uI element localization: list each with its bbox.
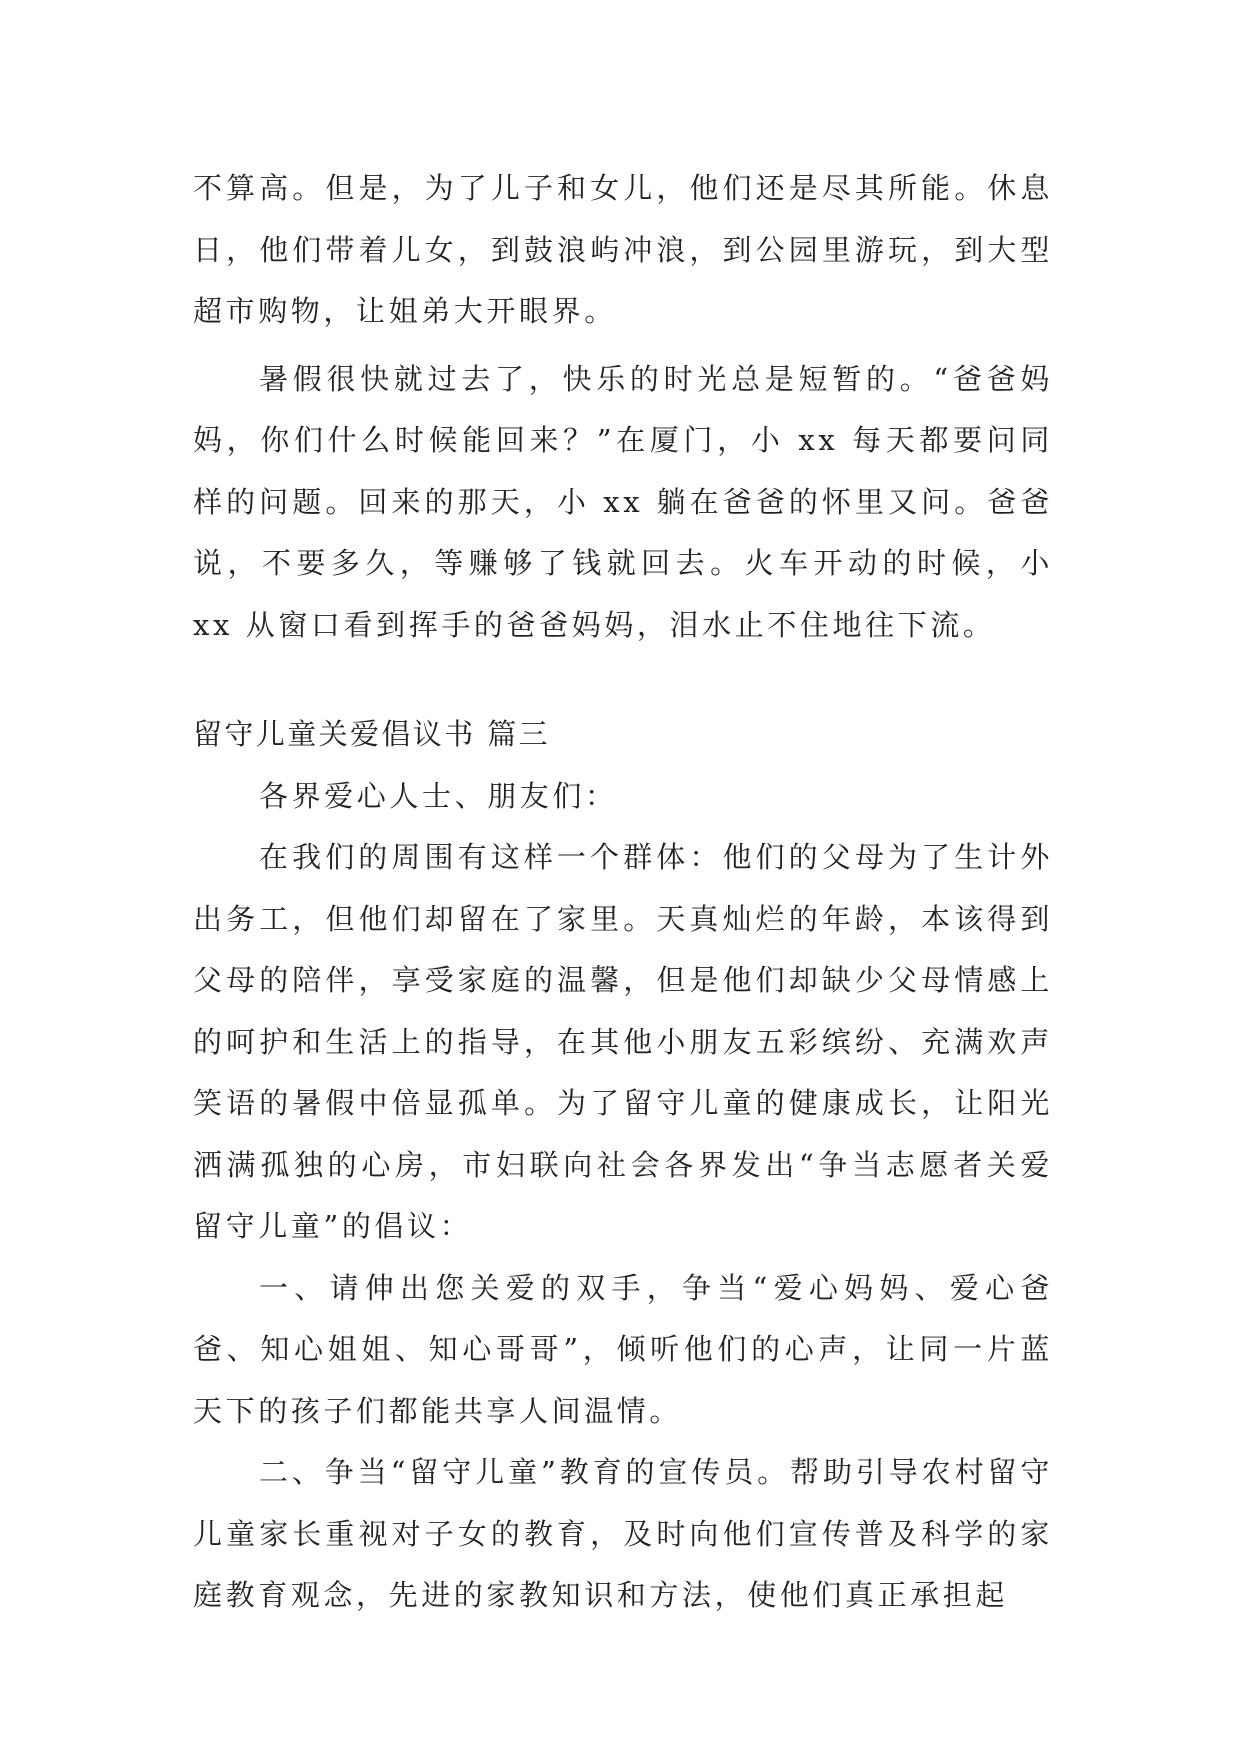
body-paragraph-two: 二、争当“留守儿童”教育的宣传员。帮助引导农村留守儿童家长重视对子女的教育，及时向他们宣传普及科学的家庭教育观念，先进的家教知识和方法，使他们真正承担起 xyxy=(193,1455,1053,1612)
salutation: 各界爱心人士、朋友们： xyxy=(259,778,618,813)
paragraph-summer: 暑假很快就过去了，快乐的时光总是短暂的。“爸爸妈妈，你们什么时候能回来？”在厦门，小 xx 每天都要问同样的问题。回来的那天，小 xx 躺在爸爸的怀里又问。爸爸说，不要多久，等赚够了钱就回去。火车开动的时候，小 xx 从窗口看到挥手的爸爸妈妈，泪水止不住地往下流。 xyxy=(193,361,1053,642)
body-paragraph-one: 一、请伸出您关爱的双手，争当“爱心妈妈、爱心爸爸、知心姐姐、知心哥哥”，倾听他们的心声，让同一片蓝天下的孩子们都能共享人间温情。 xyxy=(193,1270,1053,1428)
paragraph-continued: 不算高。但是，为了儿子和女儿，他们还是尽其所能。休息日，他们带着儿女，到鼓浪屿冲浪，到公园里游玩，到大型超市购物，让姐弟大开眼界。 xyxy=(193,171,1053,328)
body-paragraph-intro: 在我们的周围有这样一个群体：他们的父母为了生计外出务工，但他们却留在了家里。天真灿烂的年龄，本该得到父母的陪伴，享受家庭的温馨，但是他们却缺少父母情感上的呵护和生活上的指导，在其他小朋友五彩缤纷、充满欢声笑语的暑假中倍显孤单。为了留守儿童的健康成长，让阳光洒满孤独的心房，市妇联向社会各界发出“争当志愿者关爱留守儿童”的倡议： xyxy=(193,840,1053,1243)
document-body xyxy=(193,158,1053,1627)
section-heading: 留守儿童关爱倡议书 篇三 xyxy=(193,717,551,751)
